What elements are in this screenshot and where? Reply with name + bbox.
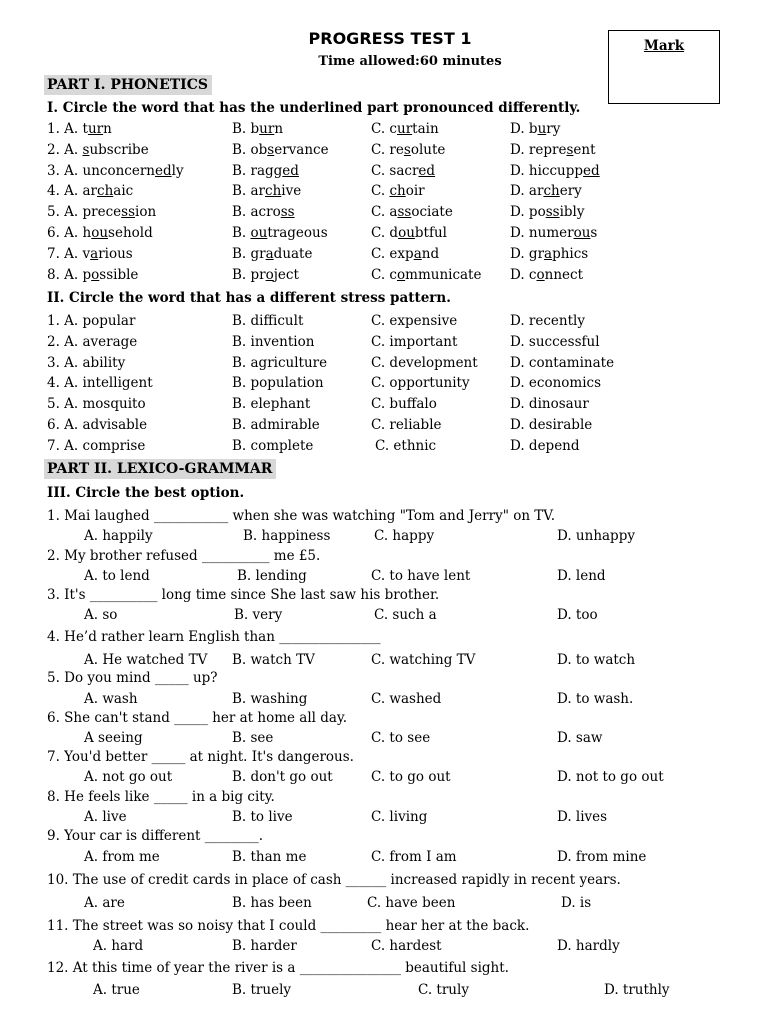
question-options — [0, 808, 768, 828]
underlined-part: ed — [583, 162, 600, 179]
answer-option: C. to go out — [371, 769, 451, 785]
answer-option: D. lives — [557, 809, 608, 825]
answer-option: B. difficult — [232, 313, 304, 329]
list-item — [0, 395, 768, 415]
question-text: 5. Do you mind _____ up? — [47, 670, 218, 686]
answer-option: B. invention — [232, 333, 315, 350]
section3-instruction: III. Circle the best option. — [47, 485, 245, 501]
question-options — [0, 690, 768, 710]
answer-option: D. unhappy — [557, 528, 635, 544]
answer-option: D. from mine — [557, 849, 647, 865]
list-item — [0, 245, 768, 265]
underlined-part: ed — [282, 162, 299, 179]
answer-option: B. happiness — [243, 528, 331, 544]
underlined-part: ed — [418, 162, 436, 179]
section2-instruction: II. Circle the word that has a different stress pattern. — [47, 290, 451, 306]
answer-option: 8. A. possible — [47, 266, 139, 283]
underlined-part: ou — [398, 225, 415, 241]
answer-option: D. contaminate — [510, 354, 615, 371]
question-options — [0, 848, 768, 868]
answer-option: A. hard — [93, 938, 144, 954]
list-item — [0, 182, 768, 202]
answer-option: D. is — [561, 895, 592, 911]
answer-option: B. complete — [232, 437, 314, 454]
answer-option: B. graduate — [232, 245, 313, 262]
answer-option: C. ethnic — [375, 437, 437, 454]
answer-option: C. development — [371, 354, 478, 371]
underlined-part: ur — [397, 121, 413, 137]
answer-option: C. curtain — [371, 121, 439, 137]
answer-option: C. buffalo — [371, 396, 437, 413]
answer-option: D. archery — [510, 183, 582, 200]
list-item — [0, 224, 768, 244]
answer-option: D. hardly — [557, 938, 620, 954]
answer-option: B. than me — [232, 849, 307, 865]
underlined-part: o — [536, 266, 545, 283]
answer-option: B. elephant — [232, 396, 311, 413]
answer-option: C. important — [371, 333, 458, 350]
answer-option: C. truly — [418, 982, 469, 998]
answer-option: A seeing — [84, 730, 143, 746]
answer-option: A. to lend — [84, 568, 150, 584]
answer-option: B. watch TV — [232, 652, 315, 668]
question-text: 10. The use of credit cards in place of cash ______ increased rapidly in recent years. — [47, 872, 621, 888]
list-item — [0, 374, 768, 394]
answer-option: 1. A. turn — [47, 121, 112, 137]
underlined-part: a — [265, 245, 274, 262]
question-text: 12. At this time of year the river is a _______________ beautiful sight. — [47, 960, 509, 976]
answer-option: C. living — [371, 809, 428, 825]
question-options — [0, 894, 768, 914]
answer-option: B. population — [232, 375, 324, 392]
time-allowed: Time allowed:60 minutes — [318, 54, 502, 69]
answer-option: C. from I am — [371, 849, 457, 865]
answer-option: C. to see — [371, 730, 431, 746]
answer-option: C. choir — [371, 183, 425, 200]
answer-option: 6. A. household — [47, 225, 153, 241]
answer-option: C. expand — [371, 245, 440, 262]
underlined-part: u — [537, 121, 547, 137]
underlined-part: o — [397, 266, 406, 283]
answer-option: 7. A. various — [47, 245, 133, 262]
answer-option: 3. A. ability — [47, 354, 126, 371]
answer-option: D. dinosaur — [510, 396, 589, 413]
answer-option: A. from me — [84, 849, 160, 865]
answer-option: D. not to go out — [557, 769, 664, 785]
underlined-part: s — [566, 141, 574, 158]
answer-option: B. don't go out — [232, 769, 333, 785]
mark-label: Mark — [643, 38, 685, 54]
question-text: 1. Mai laughed ___________ when she was watching "Tom and Jerry" on TV. — [47, 508, 555, 524]
list-item — [0, 312, 768, 332]
answer-option: A. He watched TV — [84, 652, 208, 668]
answer-option: A. happily — [84, 528, 153, 544]
list-item — [0, 416, 768, 436]
answer-option: B. project — [232, 266, 299, 283]
answer-option: C. associate — [371, 204, 453, 221]
answer-option: C. have been — [367, 895, 456, 911]
answer-option: A. so — [84, 607, 118, 623]
underlined-part: s — [82, 141, 90, 158]
underlined-part: s — [403, 141, 411, 158]
answer-option: D. recently — [510, 313, 585, 329]
answer-option: D. numerous — [510, 225, 598, 241]
underlined-part: o — [265, 266, 274, 283]
answer-option: C. sacred — [371, 162, 436, 179]
underlined-part: ch — [97, 183, 114, 200]
mark-box — [608, 30, 720, 104]
answer-option: D. represent — [510, 141, 596, 158]
answer-option: C. such a — [374, 607, 437, 623]
underlined-part: ur — [87, 121, 104, 137]
answer-option: C. happy — [374, 528, 435, 544]
question-options — [0, 981, 768, 1001]
answer-option: 4. A. archaic — [47, 183, 134, 200]
underlined-part: ou — [91, 225, 109, 241]
underlined-part: ss — [545, 204, 560, 221]
underlined-part: ss — [280, 204, 295, 221]
underlined-part: ur — [259, 121, 275, 137]
question-options — [0, 606, 768, 626]
list-item — [0, 141, 768, 161]
list-item — [0, 333, 768, 353]
answer-option: D. economics — [510, 375, 602, 392]
answer-option: B. truely — [232, 982, 292, 998]
list-item — [0, 437, 768, 457]
answer-option: B. archive — [232, 183, 302, 200]
underlined-part: ss — [397, 204, 412, 221]
question-options — [0, 527, 768, 547]
question-options — [0, 729, 768, 749]
underlined-part: a — [90, 245, 99, 262]
question-options — [0, 651, 768, 671]
underlined-part: ch — [265, 183, 282, 200]
answer-option: B. very — [234, 607, 283, 623]
answer-option: D. depend — [510, 437, 580, 454]
answer-option: B. has been — [232, 895, 312, 911]
answer-option: C. communicate — [371, 266, 482, 283]
list-item — [0, 120, 768, 140]
answer-option: C. washed — [371, 691, 442, 707]
answer-option: D. hiccupped — [510, 162, 600, 179]
list-item — [0, 162, 768, 182]
answer-option: B. admirable — [232, 417, 320, 433]
answer-option: B. across — [232, 204, 295, 221]
underlined-part: ed — [154, 162, 172, 179]
question-options — [0, 768, 768, 788]
answer-option: B. burn — [232, 121, 284, 137]
answer-option: D. desirable — [510, 417, 593, 433]
question-text: 9. Your car is different ________. — [47, 828, 264, 844]
answer-option: 6. A. advisable — [47, 417, 148, 433]
part1-heading: PART I. PHONETICS — [44, 75, 212, 95]
answer-option: D. successful — [510, 333, 600, 350]
answer-option: A. not go out — [84, 769, 173, 785]
answer-option: D. graphics — [510, 245, 589, 262]
answer-option: B. outrageous — [232, 225, 328, 241]
question-text: 11. The street was so noisy that I could _________ hear her at the back. — [47, 918, 530, 934]
answer-option: 4. A. intelligent — [47, 375, 153, 392]
answer-option: C. watching TV — [371, 652, 476, 668]
answer-option: A. true — [93, 982, 140, 998]
answer-option: D. lend — [557, 568, 606, 584]
answer-option: 7. A. comprise — [47, 437, 146, 454]
answer-option: 2. A. subscribe — [47, 141, 149, 158]
answer-option: D. truthly — [604, 982, 670, 998]
answer-option: 3. A. unconcernedly — [47, 162, 184, 179]
answer-option: A. wash — [84, 691, 138, 707]
list-item — [0, 266, 768, 286]
answer-option: C. to have lent — [371, 568, 471, 584]
underlined-part: a — [413, 245, 422, 262]
answer-option: B. see — [232, 730, 274, 746]
answer-option: B. washing — [232, 691, 308, 707]
question-options — [0, 567, 768, 587]
answer-option: D. connect — [510, 266, 584, 283]
question-text: 6. She can't stand _____ her at home all day. — [47, 710, 348, 726]
answer-option: D. possibly — [510, 204, 585, 221]
answer-option: B. to live — [232, 809, 293, 825]
underlined-part: ou — [250, 225, 268, 241]
underlined-part: ch — [389, 183, 406, 200]
answer-option: C. reliable — [371, 417, 442, 433]
answer-option: 5. A. precession — [47, 204, 157, 221]
section1-instruction: I. Circle the word that has the underlined part pronounced differently. — [47, 100, 581, 116]
question-text: 7. You'd better _____ at night. It's dangerous. — [47, 749, 354, 765]
answer-option: D. saw — [557, 730, 603, 746]
answer-option: 5. A. mosquito — [47, 396, 146, 413]
answer-option: B. harder — [232, 938, 297, 954]
answer-option: C. doubtful — [371, 225, 447, 241]
underlined-part: ss — [121, 204, 135, 221]
question-text: 2. My brother refused __________ me £5. — [47, 548, 321, 564]
underlined-part: ch — [543, 183, 560, 200]
underlined-part: ou — [573, 225, 591, 241]
answer-option: C. opportunity — [371, 375, 470, 392]
underlined-part: s — [267, 141, 275, 158]
underlined-part: o — [91, 266, 100, 283]
list-item — [0, 203, 768, 223]
question-text: 3. It's __________ long time since She last saw his brother. — [47, 587, 440, 603]
answer-option: D. bury — [510, 121, 561, 137]
list-item — [0, 354, 768, 374]
underlined-part: a — [544, 245, 553, 262]
answer-option: B. ragged — [232, 162, 299, 179]
answer-option: C. expensive — [371, 313, 458, 329]
answer-option: C. hardest — [371, 938, 442, 954]
answer-option: B. observance — [232, 141, 329, 158]
answer-option: D. to wash. — [557, 691, 634, 707]
question-options — [0, 937, 768, 957]
answer-option: B. lending — [237, 568, 307, 584]
answer-option: A. are — [84, 895, 125, 911]
answer-option: D. too — [557, 607, 598, 623]
answer-option: A. live — [84, 809, 127, 825]
question-text: 4. He’d rather learn English than _______________ — [47, 629, 381, 645]
answer-option: D. to watch — [557, 652, 636, 668]
page-title: PROGRESS TEST 1 — [308, 29, 472, 48]
answer-option: 1. A. popular — [47, 313, 136, 329]
answer-option: C. resolute — [371, 141, 446, 158]
answer-option: B. agriculture — [232, 354, 328, 371]
question-text: 8. He feels like _____ in a big city. — [47, 789, 275, 805]
part2-heading: PART II. LEXICO-GRAMMAR — [44, 459, 276, 479]
answer-option: 2. A. average — [47, 333, 138, 350]
